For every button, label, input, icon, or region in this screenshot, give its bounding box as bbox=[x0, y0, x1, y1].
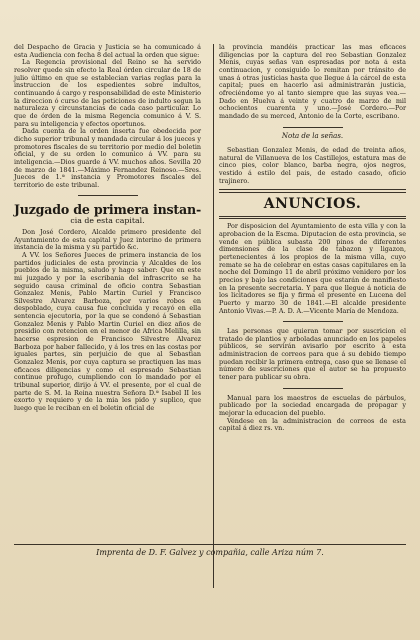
notes-heading: Nota de la señas. bbox=[281, 132, 344, 141]
notes-divider bbox=[283, 127, 343, 128]
right-paragraph-2: Sebastian Gonzalez Menis, de edad de treinta años, natural de Villanueva de los Castillejos, estatura mas de cinco pies, color blanco, barba negra, ojos negros, vestido á estilo del pais, de estado casado, oficio trajinero. bbox=[219, 146, 406, 185]
right-paragraph-1: la provincia mandéis practicar las mas eficaces diligencias por la captura del reo Sebastian Gonzalez Menis, cuyas señas van espresadas por nota á esta continuacion, y consiguido lo remitan por tránsito de unas á otras justicias hasta que llegue á la cárcel de esta capital; pues en hacerlo asi administrarán justicia, ofreciéndome yo al tanto siempre que las suyas vea.—Dado en Huelva á veinte y cuatro de marzo de mil ochocientos cuarenta y uno.—José Cordero.—Por mandado de su merced, Antonio de la Corte, escribano. bbox=[219, 43, 406, 120]
right-paragraph-6: Véndese en la administracion de correos de esta capital á diez rs. vn. bbox=[219, 416, 406, 433]
imprint-footer: Imprenta de D. F. Galvez y compañia, calle Ariza núm 7. bbox=[14, 544, 406, 557]
left-paragraph-5: A VV. los Señores Jueces de primera instancia de los partidos judiciales de esta provincia y Alcaldes de los pueblos de la misma, saludo y hago saber: Que en este mi juzgado y por la escribania del infrascrito se ha seguido causa criminal de oficio contra Sebastian Gonzalez Menis, Pablo Martin Curiel y Francisco Silvestre Alvarez Barboza, por varios robos en despoblado, cuya causa fue concluida y recayó en ella sentencia ejecutoria, por la que se condenó á Sebastian Gonzalez Menis y Pablo Martin Curiel en diez años de presidio con retencion en el menor de Africa Melilla, sin hacerse espresion de Francisco Silvestre Alvarez Barboza por haber fallecido, y á los tres en las costas por iguales partes, sin perjuicio de que al Sebastian Gonzalez Menis, por cuya captura se practiquen las mas eficaces diligencias y como el espresado Sebastian continue profugo, cumpliendo con lo mandado por el tribunal superior, dirijo á VV. el presente, por el cual de parte de S. M. la Reina nuestra Señora D.ª Isabel II les exorto y requiero y de la mia les pido y suplico, que luego que le reciban en el boletin oficial de bbox=[14, 250, 201, 413]
two-column-body bbox=[14, 44, 406, 433]
left-paragraph-4: Don José Cordero, Alcalde primero presidente del Ayuntamiento de esta capital y Juez interino de primera instancia de la misma y su partido &c. bbox=[14, 227, 201, 252]
left-paragraph-3: Dada cuenta de la orden inserta fue obedecida por dicho superior tribunal y mandada circular á los jueces y promotores fiscales de su territorio por medio del boletin oficial, y de su orden lo comunico á VV. para su inteligencia.—Dios guarde á VV. muchos años. Sevilla 20 de marzo de 1841.—Máximo Fernandez Reinoso.—Sres. Jueces de 1.ª instancia y Promotores fiscales del territorio de este tribunal. bbox=[14, 127, 201, 189]
right-paragraph-4: Las personas que quieran tomar por suscricion el tratado de plantios y arboladas anunciado en los papeles públicos, se servirán avisarlo por escrito á esta administracion de correos para que á su debido tiempo puedan recibir la primera entrega, caso que se llenase el número de suscriciones que el autor se ha propuesto tener para publicar su obra. bbox=[219, 327, 406, 382]
anuncios-bottom-rule bbox=[219, 216, 406, 220]
column-divider bbox=[213, 44, 214, 588]
right-paragraph-5: Manual para los maestros de escuelas de párbulos, publicado por la sociedad encargada de propagar y mejorar la educacion del pueblo. bbox=[219, 393, 406, 417]
anuncios-top-rule bbox=[219, 189, 406, 193]
left-column bbox=[14, 44, 210, 433]
juzgado-heading: Juzgado de primera instan- bbox=[14, 202, 201, 218]
notice-divider-1 bbox=[283, 321, 343, 322]
left-paragraph-1: del Despacho de Gracia y Justicia se ha comunicado á esta Audiencia con fecha 8 del actual la orden que sigue: bbox=[14, 43, 201, 59]
left-paragraph-2: La Regencia provisional del Reino se ha servido resolver quede sin efecto la Real órden circular de 18 de julio último en que se establecian varias reglas para la instruccion de los espedientes sobre indultos, continuando á cargo y responsabilidad de este Ministerio la direccion ó curso de las peticiones de indulto segun la naturaleza y circunstancias de cada caso particular. Lo que de órden de la misma Regencia comunico á V. S. para su inteligencia y efectos oportunos. bbox=[14, 58, 201, 128]
anuncios-heading: ANUNCIOS. bbox=[263, 195, 362, 212]
right-column bbox=[210, 44, 406, 433]
juzgado-subheading: cia de esta capital. bbox=[70, 216, 145, 226]
notice-divider-2 bbox=[283, 388, 343, 389]
section-divider bbox=[78, 195, 138, 196]
right-paragraph-3: Por disposicion del Ayuntamiento de esta villa y con la aprobacion de la Escma. Diputacion de esta provincia, se vende en pública subasta 200 pinos de diferentes dimensiones de la clase de tabazon y ligazon, pertenecientes á los propios de la misma villa, cuyo remate se ha de celebrar en estas casas capitulares en la noche del Domingo 11 de abril próximo venidero por los precios y bajo las condiciones que estarán de manifiesto en la presente secretaria. Y para que llegue á noticia de los licitadores se fija y firma el presente en Lucena del Puerto y marzo 30 de 1841.—El alcalde presidente Antonio Vivas.—P. A. D. A.—Vicente María de Mendoza. bbox=[219, 222, 406, 315]
